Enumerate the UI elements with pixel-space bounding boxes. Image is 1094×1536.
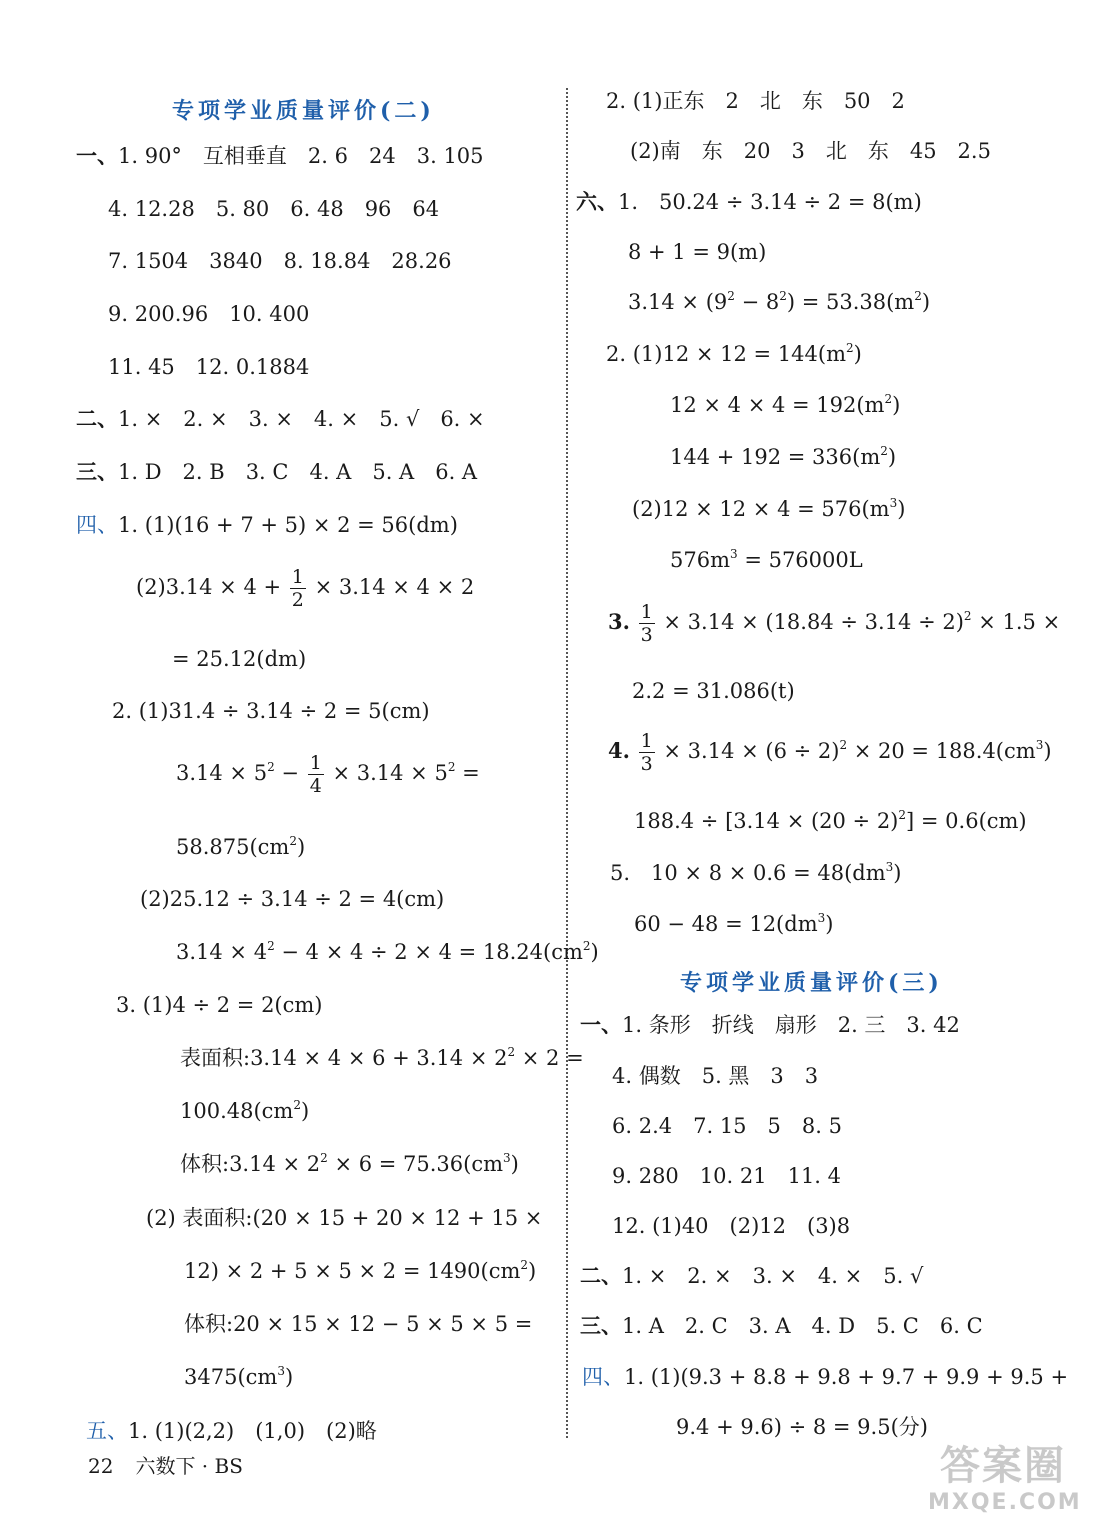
answer-line: 三、1. D 2. B 3. C 4. A 5. A 6. A bbox=[76, 459, 478, 484]
answer-line: $3.14 \times 4^2 - 4 \times 4 \div 2 \times 4 = 18.24(cm^2)$ bbox=[176, 939, 599, 964]
answer-line: $58.875(cm^2)$ bbox=[176, 834, 306, 859]
answer-line: 表面积:3.14 × $4 \times 6 + 3.14 \times 2^2 \times 2$ = bbox=[180, 1045, 584, 1070]
answer-line: 六、1. 50.24 ÷ 3.14 ÷ 2 = 8(m) bbox=[576, 189, 922, 214]
answer-line: 6. 2.4 7. 15 5 8. 5 bbox=[612, 1114, 842, 1138]
page-number: 22 bbox=[88, 1454, 114, 1478]
answer-line: 7. 1504 3840 8. 18.84 28.26 bbox=[108, 249, 452, 273]
answer-line: (2) 表面积:(20 × 15 + 20 × 12 + 15 × bbox=[146, 1206, 543, 1230]
answer-line: 4. 偶数 5. 黑 3 3 bbox=[612, 1064, 819, 1088]
fraction: $\frac{1}{2}$ bbox=[291, 566, 304, 611]
answer-line: $144 + 192 = 336(m^2)$ bbox=[670, 444, 897, 469]
answer-line: 2.2 = 31.086(t) bbox=[632, 679, 795, 703]
answer-line: 5. $10 \times 8 \times 0.6 = 48(dm^3)$ bbox=[610, 860, 902, 885]
answer-line: = 25.12(dm) bbox=[172, 647, 307, 671]
answer-line: 一、1. 条形 折线 扇形 2. 三 3. 42 bbox=[580, 1012, 960, 1037]
fraction: $\frac{1}{3}$ bbox=[640, 730, 653, 775]
section-title-2: 专项学业质量评价(二) bbox=[172, 98, 435, 124]
answer-line: $3.14 \times (9^2 - 8^2) = 53.38(m^2)$ bbox=[628, 289, 931, 314]
column-divider bbox=[566, 88, 568, 1438]
answer-line: 4. 12.28 5. 80 6. 48 96 64 bbox=[108, 197, 440, 221]
answer-line: 9.4 + 9.6) ÷ 8 = 9.5(分) bbox=[676, 1415, 928, 1439]
answer-line: (2)南 东 20 3 北 东 45 2.5 bbox=[630, 139, 991, 163]
answer-line: $60 - 48 = 12(dm^3)$ bbox=[634, 911, 834, 936]
answer-line: 二、1. × 2. × 3. × 4. × 5. √ 6. × bbox=[76, 406, 485, 431]
book-label: 六数下 · BS bbox=[135, 1454, 243, 1478]
answer-line: 2. $(1)12 \times 12 = 144(m^2)$ bbox=[606, 341, 862, 366]
answer-line: 四、1. (1)(9.3 + 8.8 + 9.8 + 9.7 + 9.9 + 9.5 + bbox=[582, 1365, 1069, 1389]
answer-line: 一、1. 90° 互相垂直 2. 6 24 3. 105 bbox=[76, 143, 484, 168]
fraction: $\frac{1}{4}$ bbox=[309, 752, 322, 797]
answer-line: 五、1. (1)(2,2) (1,0) (2)略 bbox=[86, 1419, 377, 1443]
answer-line: 11. 45 12. 0.1884 bbox=[108, 355, 310, 379]
answer-line: $12 \times 4 \times 4 = 192(m^2)$ bbox=[670, 392, 901, 417]
answer-line-fraction: 4. $\frac{1}{3}$ × $3.14 \times (6 \div 2)^2 \times 20 = 188.4(cm^3)$ bbox=[608, 730, 1052, 775]
answer-line: 3. (1)4 ÷ 2 = 2(cm) bbox=[116, 993, 323, 1017]
answer-line: 2. (1)31.4 ÷ 3.14 ÷ 2 = 5(cm) bbox=[112, 699, 430, 723]
answer-line: 9. 280 10. 21 11. 4 bbox=[612, 1164, 842, 1188]
answer-line-fraction: (2)3.14 × 4 + $\frac{1}{2}$ × 3.14 × 4 × 2 bbox=[136, 566, 475, 611]
answer-line: 9. 200.96 10. 400 bbox=[108, 302, 310, 326]
answer-line: $12) \times 2 + 5 \times 5 \times 2 = 1490(cm^2)$ bbox=[184, 1258, 537, 1283]
answer-line: 8 + 1 = 9(m) bbox=[628, 240, 767, 264]
answer-line-fraction: 3. $\frac{1}{3}$ × $3.14 \times (18.84 \div 3.14 \div 2)^2 \times 1.5$ × bbox=[608, 601, 1061, 646]
watermark-logo: 答案圈 MXQE.COM bbox=[928, 1443, 1082, 1515]
answer-line: $576m^3 = 576000L$ bbox=[670, 547, 863, 572]
answer-line: 二、1. × 2. × 3. × 4. × 5. √ bbox=[580, 1263, 924, 1288]
answer-line: 四、1. (1)(16 + 7 + 5) × 2 = 56(dm) bbox=[76, 513, 458, 537]
answer-line: $(2)12 \times 12 \times 4 = 576(m^3)$ bbox=[632, 496, 906, 521]
page-footer bbox=[88, 1450, 243, 1479]
fraction: $\frac{1}{3}$ bbox=[640, 601, 653, 646]
answer-line: $100.48(cm^2)$ bbox=[180, 1098, 310, 1123]
section-title-3: 专项学业质量评价(三) bbox=[680, 970, 943, 996]
answer-line: 12. (1)40 (2)12 (3)8 bbox=[612, 1214, 851, 1238]
answer-line: 2. (1)正东 2 北 东 50 2 bbox=[606, 89, 905, 113]
answer-line-fraction: $3.14 \times 5^2$ − $\frac{1}{4}$ × $3.14 \times 5^2$ = bbox=[176, 752, 480, 797]
answer-line: $188.4 \div [3.14 \times (20 \div 2)^2] = 0.6(cm)$ bbox=[634, 808, 1027, 833]
answer-line: 三、1. A 2. C 3. A 4. D 5. C 6. C bbox=[580, 1313, 983, 1338]
answer-line: $3475(cm^3)$ bbox=[184, 1364, 294, 1389]
answer-line: (2)25.12 ÷ 3.14 ÷ 2 = 4(cm) bbox=[140, 887, 445, 911]
answer-line: 体积:20 × 15 × 12 − 5 × 5 × 5 = bbox=[184, 1312, 533, 1336]
answer-line: 体积:3.14 × $2^2 \times 6 = 75.36(cm^3)$ bbox=[180, 1151, 519, 1176]
